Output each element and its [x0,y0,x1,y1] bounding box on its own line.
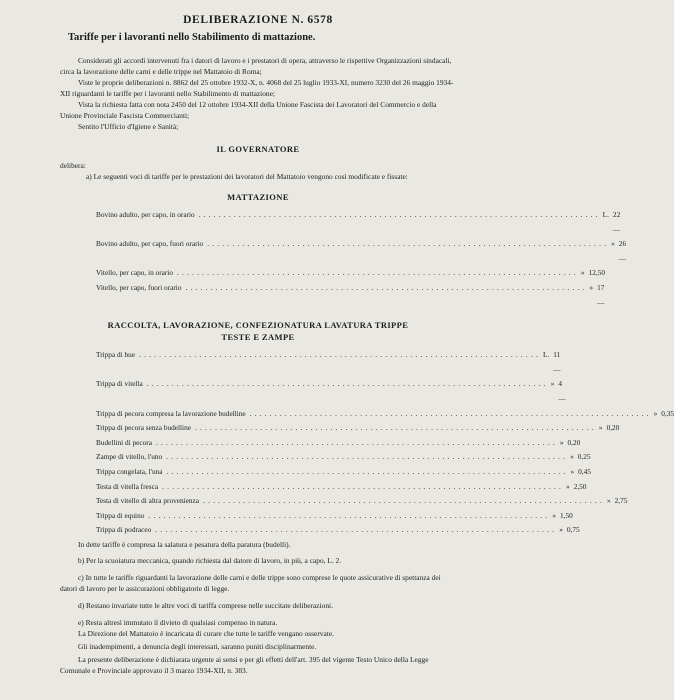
raccolta-table [96,348,674,538]
tariff-value: 0,20 [606,423,620,433]
tariff-value: 0,20 [567,437,581,447]
tariff-currency: » [570,452,574,462]
tariff-row [96,509,573,524]
tariff-row [96,465,591,480]
closing-paragraph: d) Restano invariate tutte le altre voci di tariffa comprese nelle succitate deliberazioni. [78,600,333,610]
dot-leader: ................................................................................ [155,525,558,535]
delibera-label: delibera: [60,161,86,170]
tariff-row [96,266,605,281]
tariff-value: 12,50 [588,268,605,278]
item-a: a) Le seguenti voci di tariffe per le prestazioni dei lavoratori del Mattatoio vengono così modificate e fissate: [86,172,408,181]
preamble-paragraph: Vista la richiesta fatta con nota 2450 del 12 ottobre 1934-XII della Unione Fascista dei Lavoratori del Commercio e della Unione Provinciale Fascista Commercianti; [60,100,437,120]
tariff-label: Trippa di podraceo [96,525,152,535]
tariff-row [96,208,621,237]
tariff-row [96,421,620,436]
dot-leader: ................................................................................ [146,379,549,389]
tariff-label: Zampe di vitello, l'uno [96,452,163,462]
tariff-value: 26 — [618,239,627,263]
mattazione-heading: MATTAZIONE [227,192,289,202]
tariff-currency: » [559,525,563,535]
tariff-row [96,480,587,495]
dot-leader: ................................................................................ [185,282,588,292]
closing-section [60,539,456,676]
tariff-currency: » [606,496,611,506]
closing-paragraph: La Direzione del Mattatoio è incaricata di curare che tutte le tariffe vengano osservate. [78,628,334,638]
teste-zampe-heading: TESTE E ZAMPE [221,332,295,343]
dot-leader: ................................................................................ [176,268,579,278]
dot-leader: ................................................................................ [139,350,541,360]
tariff-row [96,281,605,310]
dot-leader: ................................................................................ [198,210,601,219]
tariff-currency: » [589,282,594,292]
dot-leader: ................................................................................ [162,481,565,491]
closing-paragraph: c) In tutte le tariffe riguardanti la lavorazione delle carni e delle trippe sono comprese le quote assicurative di spettanza dei datori di lavoro per le assicurazioni obbligatorie di legge. [60,572,441,593]
tariff-label: Trippa di bue [96,350,136,360]
tariff-value: 2,50 [573,481,587,491]
tariff-value: 0,75 [566,525,580,535]
closing-paragraph: b) Per la scuoiatura meccanica, quando richiesta dal datore di lavoro, in più, a capo, L. 2. [78,555,342,565]
document-subtitle: Tariffe per i lavoranti nello Stabilimento di mattazione. [68,32,316,43]
tariff-label: Bovino adulto, per capo, fuori orario [96,239,204,249]
tariff-currency: » [559,437,564,447]
raccolta-heading: RACCOLTA, LAVORAZIONE, CONFEZIONATURA LAVATURA TRIPPE [107,320,409,331]
closing-paragraph: In dette tariffe è compresa la salatura e pesatura della paratura (budelli). [78,539,291,549]
dot-leader: ................................................................................ [203,496,605,506]
tariff-value: 2,75 [614,496,628,506]
tariff-currency: L. [543,350,550,360]
dot-leader: ................................................................................ [207,239,610,249]
tariff-currency: » [611,239,615,249]
tariff-value: 17 — [597,282,605,307]
closing-paragraph: La presente deliberazione è dichiarata urgente ai sensi e per gli effetti dell'art. 395 del vigente Testo Unico della Legge Comunale e Provinciale approvato il 3 marzo 1934-XII, n. 383. [60,654,429,675]
tariff-label: Trippa di pecora compresa la lavorazione budelline [96,408,246,418]
tariff-value: 11 — [553,350,561,374]
tariff-currency: » [566,481,570,491]
tariff-currency: » [580,268,585,278]
dot-leader: ................................................................................ [155,437,558,447]
tariff-label: Testa di vitello di altra provenienza [96,496,200,506]
tariff-label: Vitello, per capo, in orario [96,268,173,278]
tariff-label: Budellini di pecora [96,437,152,447]
tariff-label: Testa di vitella fresca [96,481,159,491]
tariff-value: 0,45 [578,466,591,476]
closing-paragraph: e) Resta altresì immutato il divieto di qualsiasi compenso in natura. [78,617,278,627]
tariff-label: Trippa congelata, l'una [96,466,163,476]
tariff-value: 4 — [558,379,566,403]
tariff-currency: » [552,510,556,520]
tariff-row [96,377,566,406]
tariff-label: Trippa di pecora senza budelline [96,423,191,433]
tariff-row [96,436,581,451]
tariff-currency: » [570,466,575,476]
closing-paragraph: Gli inadempimenti, a denuncia degli interessati, saranno puniti disciplinarmente. [78,641,317,651]
tariff-value: 0,35 [661,408,674,418]
dot-leader: ................................................................................ [249,408,652,418]
dot-leader: ................................................................................ [166,452,569,462]
document-title: DELIBERAZIONE N. 6578 [183,14,333,26]
tariff-value: 22 — [612,210,621,234]
dot-leader: ................................................................................ [166,466,569,476]
tariff-value: 0,25 [577,452,591,462]
preamble-paragraph: Viste le proprie deliberazioni n. 8862 del 25 ottobre 1932-X, n. 4068 del 25 luglio 1933-XI, numero 3230 del 26 maggio 1934-XII riguardanti le tariffe per i lavoranti nello Stabilimento di mattazione; [60,78,454,98]
dot-leader: ................................................................................ [148,510,551,520]
preamble-paragraph: Sentito l'Ufficio d'Igiene e Sanità; [78,122,179,131]
tariff-currency: » [598,423,603,433]
tariff-row [96,237,627,266]
governatore-heading: IL GOVERNATORE [216,144,300,154]
tariff-row [96,494,628,509]
tariff-label: Vitello, per capo, fuori orario [96,282,182,292]
tariff-row [96,523,580,538]
preamble [60,55,456,132]
mattazione-table [96,208,627,310]
tariff-row [96,407,674,422]
tariff-label: Bovino adulto, per capo, in orario [96,210,195,219]
dot-leader: ................................................................................ [194,423,597,433]
tariff-label: Trippa di equino [96,510,145,520]
tariff-currency: » [550,379,555,389]
tariff-row [96,348,561,377]
preamble-paragraph: Considerati gli accordi intervenuti fra i datori di lavoro e i prestatori di opera, attraverso le rispettive Organizzazioni sindacali, circa la lavorazione delle carni e delle trippe nel Mattatoio di Roma; [60,56,452,76]
tariff-value: 1,50 [559,510,573,520]
tariff-row [96,450,591,465]
tariff-currency: L. [602,210,609,219]
tariff-label: Trippa di vitella [96,379,143,389]
tariff-currency: » [653,408,658,418]
